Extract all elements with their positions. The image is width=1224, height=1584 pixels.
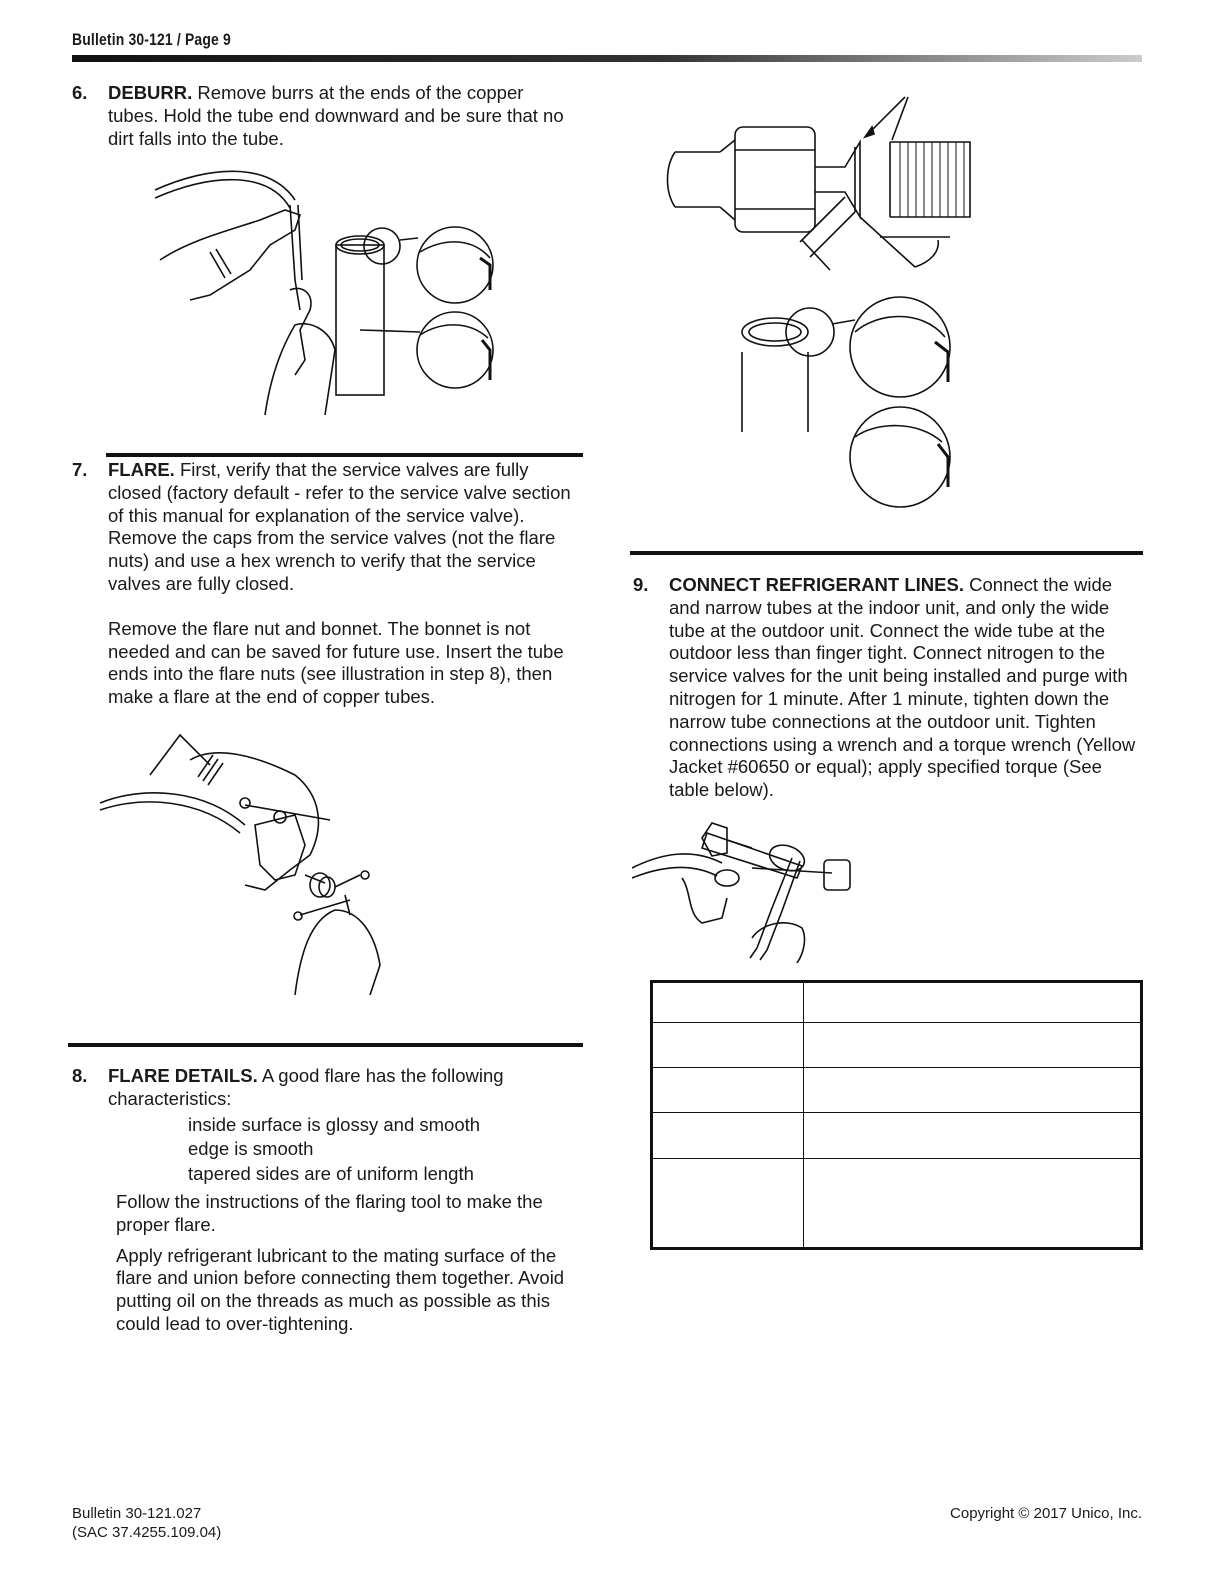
step-heading: FLARE DETAILS. [108, 1065, 258, 1086]
step-text: Remove the flare nut and bonnet. The bonnet is not needed and can be saved for future use. Insert the tube ends into the flare nuts (see illustration in step 8), then make a flare at the end of copper tubes. [108, 617, 564, 708]
step-text: A good flare has the following characteristics: [108, 1065, 504, 1109]
table-cell [652, 1113, 804, 1158]
footer-bulletin: Bulletin 30-121.027 [72, 1505, 202, 1522]
table-cell [804, 1113, 1142, 1158]
table-cell [804, 1158, 1142, 1248]
step-8-flare-details [72, 1065, 584, 1336]
step-heading: DEBURR. [108, 82, 193, 103]
torque-wrench-illustration [632, 818, 867, 963]
step-number: 8. [72, 1065, 88, 1086]
section-rule [106, 453, 583, 457]
step-9-connect-refrigerant-lines [633, 574, 1145, 802]
table-cell [804, 982, 1142, 1023]
table-cell [652, 1068, 804, 1113]
footer-left [72, 1504, 221, 1542]
table-cell [652, 1023, 804, 1068]
section-rule [630, 551, 1143, 555]
step-heading: CONNECT REFRIGERANT LINES. [669, 574, 964, 595]
step-7-flare [72, 459, 584, 709]
header-rule [72, 55, 1142, 62]
step-text: Connect the wide and narrow tubes at the indoor unit, and only the wide tube at the outdoor unit. Connect the wide tube at the outdoor less than finger tight. Connect nitrogen to the service valves for the unit being installed and purge with nitrogen for 1 minute. After 1 minute, tighten down the narrow tube connections at the outdoor unit. Tighten connections using a wrench and a torque wrench (Yellow Jacket #60650 or equal); apply specified torque (See table below). [669, 574, 1136, 801]
characteristic-item: inside surface is glossy and smooth [188, 1113, 481, 1135]
table-cell [652, 982, 804, 1023]
step-text: First, verify that the service valves are fully closed (factory default - refer to the service valve section of this manual for explanation of the service valve). Remove the caps from the service valves (not the flare nuts) and use a hex wrench to verify that the service valves are fully closed. [108, 459, 571, 594]
step-number: 9. [633, 574, 649, 595]
torque-table [650, 980, 1143, 1250]
step-number: 6. [72, 82, 88, 103]
step-number: 7. [72, 459, 88, 480]
footer-copyright: Copyright © 2017 Unico, Inc. [950, 1505, 1142, 1522]
step-text: Follow the instructions of the flaring tool to make the proper flare. [116, 1191, 543, 1235]
step-text: Apply refrigerant lubricant to the mating surface of the flare and union before connecting them together. Avoid putting oil on the threads as much as possible as this could lead to over-tightening. [116, 1244, 565, 1335]
flare-union-illustration [660, 92, 990, 522]
step-6-deburr [72, 82, 572, 150]
characteristic-item: tapered sides are of uniform length [188, 1162, 474, 1184]
page-header-title: Bulletin 30-121 / Page 9 [72, 30, 231, 49]
table-cell [652, 1158, 804, 1248]
section-rule [68, 1043, 583, 1047]
deburr-illustration [150, 160, 505, 415]
table-cell [804, 1068, 1142, 1113]
characteristic-item: edge is smooth [188, 1138, 314, 1160]
flaring-tool-illustration [95, 715, 395, 995]
step-heading: FLARE. [108, 459, 175, 480]
step-text: Remove burrs at the ends of the copper tubes. Hold the tube end downward and be sure that no dirt falls into the tube. [108, 82, 564, 149]
table-cell [804, 1023, 1142, 1068]
footer-sac: (SAC 37.4255.109.04) [72, 1524, 222, 1541]
